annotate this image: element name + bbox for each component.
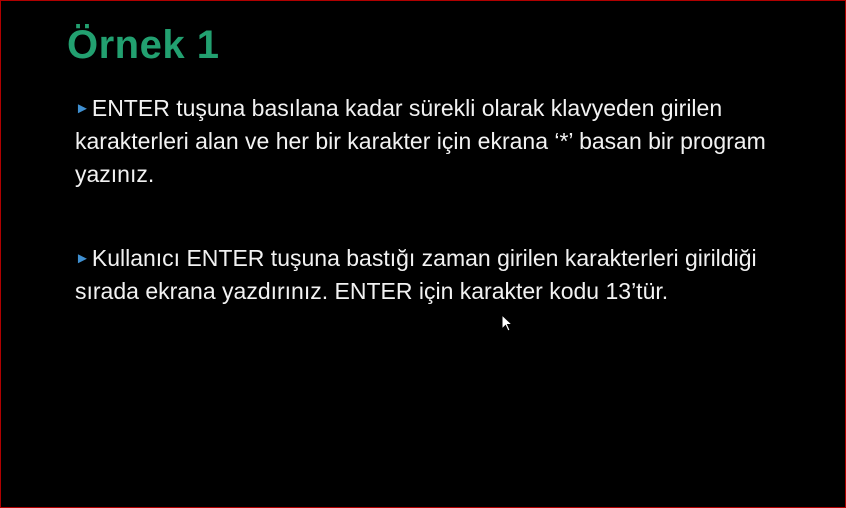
triangle-right-icon: ► [75, 100, 90, 117]
mouse-cursor-icon [501, 314, 513, 332]
bullet-point-1 [75, 92, 775, 191]
bullet-text-1: ENTER tuşuna basılana kadar sürekli olarak klavyeden girilen karakterleri alan ve her bir karakter için ekrana ‘*’ basan bir program yazınız. [75, 95, 766, 187]
slide-title: Örnek 1 [67, 23, 220, 67]
bullet-text-2: Kullanıcı ENTER tuşuna bastığı zaman girilen karakterleri girildiği sırada ekrana yazdırınız. ENTER için karakter kodu 13’tür. [75, 245, 757, 304]
triangle-right-icon: ► [75, 250, 90, 267]
bullet-point-2 [75, 242, 775, 308]
